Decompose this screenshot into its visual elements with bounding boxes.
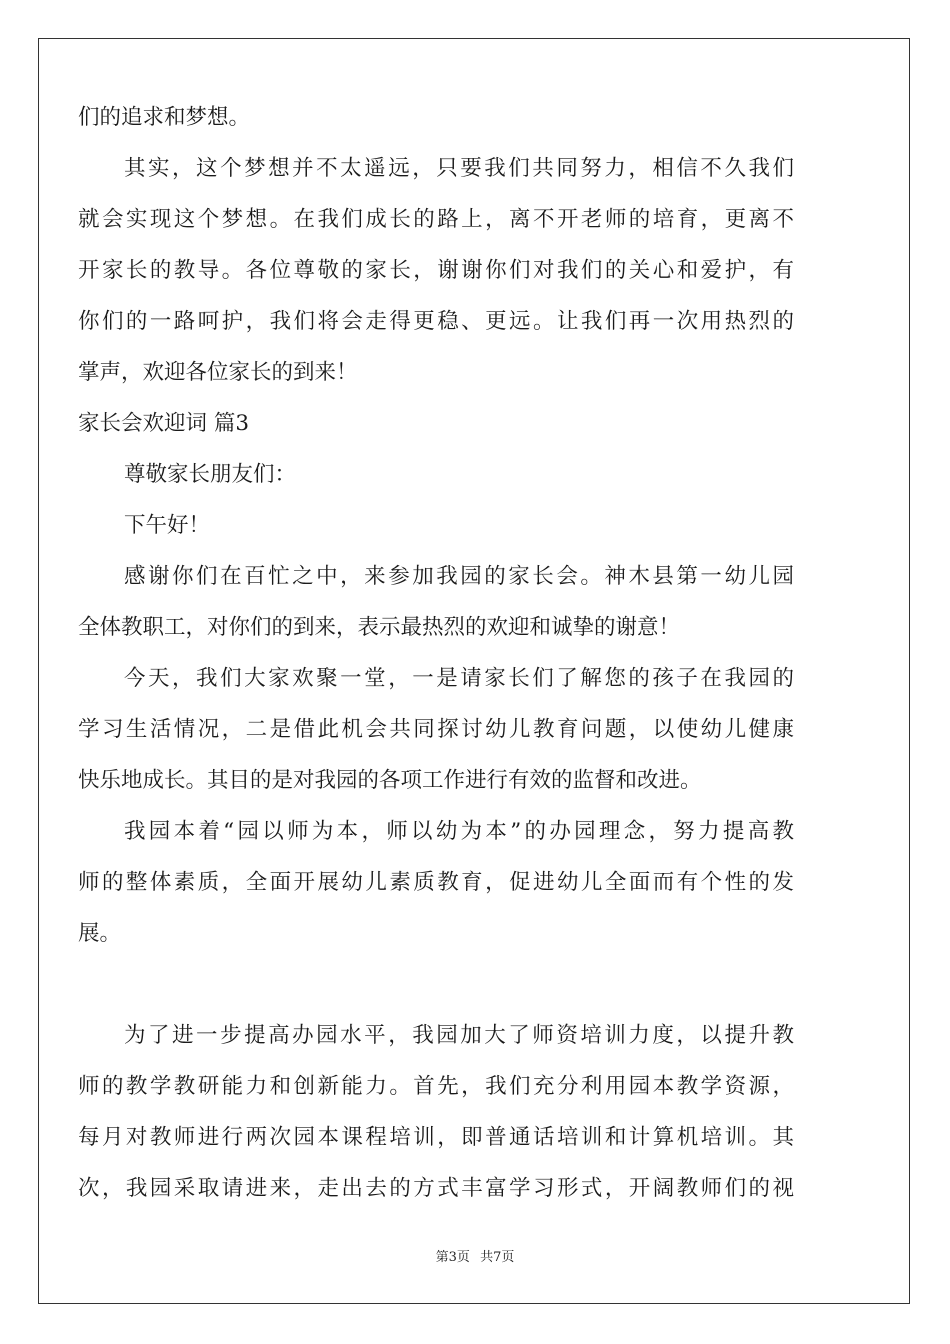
text-line: 你们的一路呵护，我们将会走得更稳、更远。让我们再一次用热烈的 <box>78 309 794 334</box>
text-line: 每月对教师进行两次园本课程培训，即普通话培训和计算机培训。其 <box>78 1125 794 1150</box>
text-line: 师的教学教研能力和创新能力。首先，我们充分利用园本教学资源， <box>78 1074 794 1099</box>
paragraph-start-line: 为了进一步提高办园水平，我园加大了师资培训力度，以提升教 <box>124 1023 794 1048</box>
text-line: 次，我园采取请进来，走出去的方式丰富学习形式，开阔教师们的视 <box>78 1176 794 1201</box>
text-line: 快乐地成长。其目的是对我园的各项工作进行有效的监督和改进。 <box>78 768 702 793</box>
paragraph-start-line: 其实，这个梦想并不太遥远，只要我们共同努力，相信不久我们 <box>124 156 794 181</box>
paragraph-start-line: 今天，我们大家欢聚一堂，一是请家长们了解您的孩子在我园的 <box>124 666 794 691</box>
section-heading: 家长会欢迎词 篇3 <box>78 411 250 436</box>
paragraph-gap <box>78 959 794 1010</box>
text-line: 师的整体素质，全面开展幼儿素质教育，促进幼儿全面而有个性的发 <box>78 870 794 895</box>
document-body <box>78 92 794 1214</box>
text-line: 们的追求和梦想。 <box>78 105 251 130</box>
text-line: 开家长的教导。各位尊敬的家长，谢谢你们对我们的关心和爱护，有 <box>78 258 794 283</box>
text-line: 学习生活情况，二是借此机会共同探讨幼儿教育问题，以使幼儿健康 <box>78 717 794 742</box>
page-number: 第3页 <box>435 1250 470 1265</box>
text-line: 展。 <box>78 921 122 946</box>
paragraph-start-line: 感谢你们在百忙之中，来参加我园的家长会。神木县第一幼儿园 <box>124 564 794 589</box>
page-footer <box>0 1246 950 1265</box>
paragraph-start-line: 我园本着“园以师为本，师以幼为本”的办园理念，努力提高教 <box>124 819 794 844</box>
greeting: 下午好！ <box>124 513 211 538</box>
page-total: 共7页 <box>480 1250 515 1265</box>
text-line: 掌声，欢迎各位家长的到来！ <box>78 360 358 385</box>
salutation: 尊敬家长朋友们： <box>124 462 297 487</box>
text-line: 就会实现这个梦想。在我们成长的路上，离不开老师的培育，更离不 <box>78 207 794 232</box>
text-line: 全体教职工，对你们的到来，表示最热烈的欢迎和诚挚的谢意！ <box>78 615 681 640</box>
